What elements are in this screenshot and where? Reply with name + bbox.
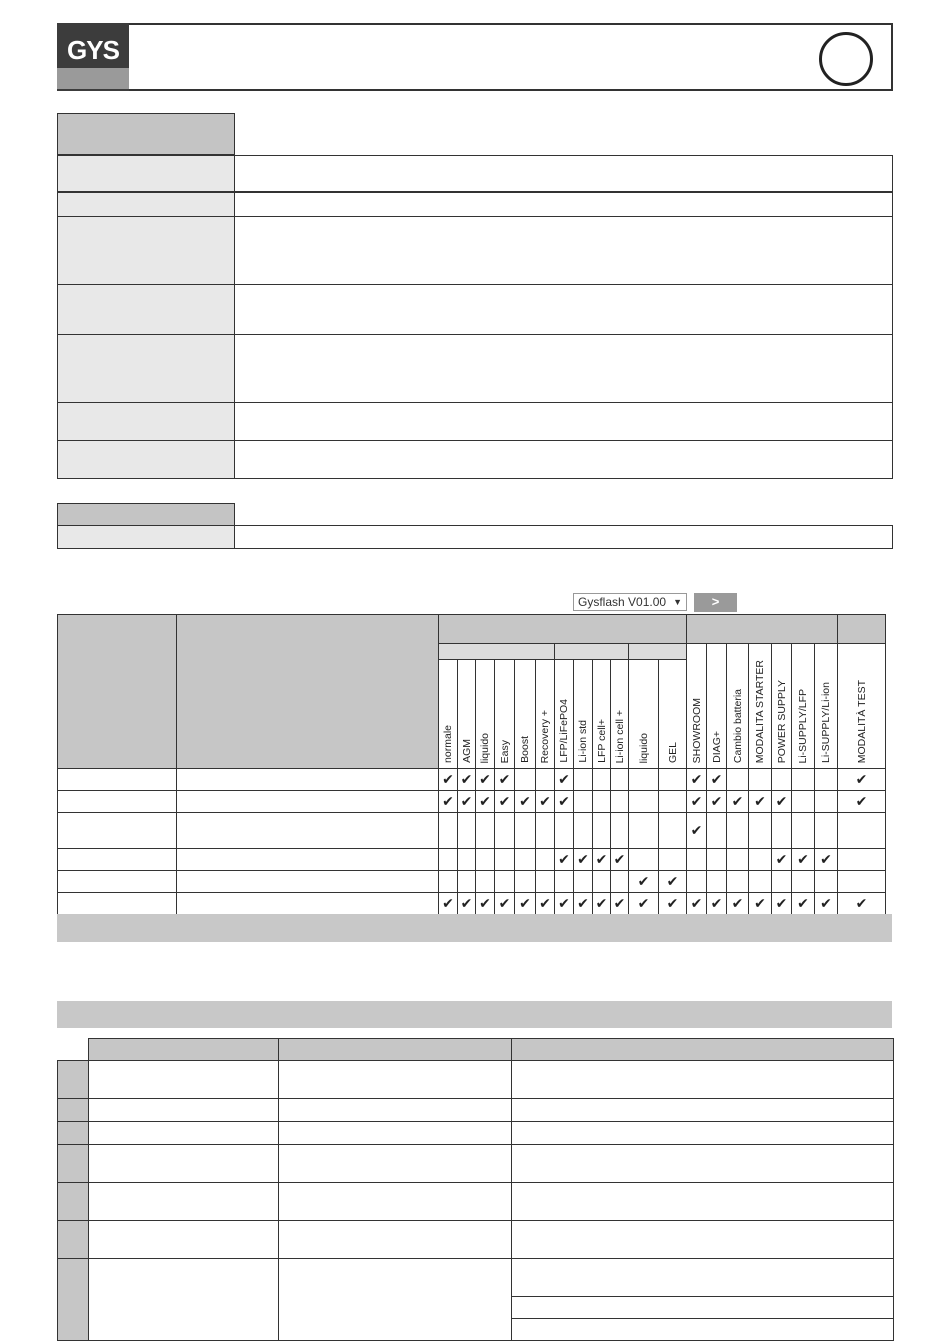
check-icon: ✔	[442, 771, 454, 788]
info2-value	[234, 525, 893, 549]
compat-cell	[707, 871, 727, 893]
compat-cell	[536, 813, 555, 849]
compat-cell	[772, 893, 792, 915]
check-icon: ✔	[731, 895, 744, 912]
spec-cell	[512, 1297, 894, 1319]
compat-cell	[555, 769, 574, 791]
compat-cell	[536, 791, 555, 813]
compat-cell	[659, 813, 687, 849]
check-icon: ✔	[797, 851, 809, 868]
check-icon: ✔	[498, 895, 511, 912]
col-header-lfp-cell: LFP cell+	[593, 660, 611, 769]
compat-cell	[659, 849, 687, 871]
spec-cell	[89, 1221, 279, 1259]
check-icon: ✔	[797, 895, 809, 912]
compat-cell	[611, 871, 629, 893]
compat-cell	[838, 791, 886, 813]
check-icon: ✔	[460, 793, 473, 810]
spec-cell	[279, 1259, 512, 1341]
spec-cell	[279, 1221, 512, 1259]
compat-cell	[838, 849, 886, 871]
table-row	[58, 849, 886, 871]
check-icon: ✔	[577, 895, 589, 912]
spec-cell	[89, 1145, 279, 1183]
compat-cell	[611, 791, 629, 813]
spec-cell	[512, 1183, 894, 1221]
info2-header	[57, 503, 235, 526]
compat-cell	[772, 871, 792, 893]
compat-cell	[749, 871, 772, 893]
other-subheader	[629, 644, 687, 660]
spec-cell	[279, 1145, 512, 1183]
spec-cell	[512, 1145, 894, 1183]
compat-cell	[815, 893, 838, 915]
check-icon: ✔	[460, 771, 473, 788]
compat-cell	[515, 813, 536, 849]
spec-row-index	[58, 1061, 89, 1099]
col-header-normale: normale	[439, 660, 458, 769]
compat-cell	[555, 791, 574, 813]
compat-cell	[611, 849, 629, 871]
compat-cell	[439, 849, 458, 871]
compat-cell	[792, 849, 815, 871]
compat-cell	[555, 871, 574, 893]
check-icon: ✔	[479, 793, 491, 810]
col-header-showroom: SHOWROOM	[687, 644, 707, 769]
compat-cell	[458, 849, 476, 871]
compat-cell	[687, 893, 707, 915]
compat-cell	[727, 791, 749, 813]
spec-row-index	[58, 1099, 89, 1122]
version-select[interactable]	[573, 593, 687, 611]
compat-cell	[495, 791, 515, 813]
compat-cell	[727, 813, 749, 849]
compat-cell	[629, 849, 659, 871]
check-icon: ✔	[460, 895, 473, 912]
check-icon: ✔	[613, 895, 626, 912]
compat-cell	[629, 813, 659, 849]
compat-cell	[707, 769, 727, 791]
compat-cell	[611, 769, 629, 791]
compat-cell	[629, 871, 659, 893]
compat-cell	[792, 893, 815, 915]
compat-cell	[515, 791, 536, 813]
info-value-3	[234, 216, 893, 285]
compat-cell	[838, 871, 886, 893]
check-icon: ✔	[637, 895, 650, 912]
col-header-recovery: Recovery +	[536, 660, 555, 769]
test-group-header	[838, 615, 886, 644]
compat-cell	[815, 849, 838, 871]
col-header-boost: Boost	[515, 660, 536, 769]
model-cell	[58, 791, 177, 813]
compat-cell	[476, 813, 495, 849]
info-value-7	[234, 440, 893, 479]
check-icon: ✔	[498, 793, 511, 810]
check-icon: ✔	[539, 793, 551, 810]
col-header-li-ion-std: Li-ion std	[574, 660, 593, 769]
compat-cell	[815, 813, 838, 849]
compat-cell	[555, 813, 574, 849]
compat-cell	[815, 769, 838, 791]
check-icon: ✔	[442, 793, 454, 810]
section-band-1	[57, 914, 892, 942]
col-header-liquido: liquido	[476, 660, 495, 769]
compat-cell	[749, 849, 772, 871]
compat-cell	[792, 769, 815, 791]
compat-cell	[659, 769, 687, 791]
col-header-li-ion-cell: Li-ion cell +	[611, 660, 629, 769]
compat-cell	[439, 769, 458, 791]
compat-cell	[659, 893, 687, 915]
check-icon: ✔	[820, 851, 832, 868]
logo-text: GYS	[67, 35, 119, 65]
go-button[interactable]: >	[694, 593, 737, 612]
compat-cell	[476, 849, 495, 871]
compat-cell	[439, 813, 458, 849]
compat-cell	[749, 813, 772, 849]
spec-corner	[58, 1039, 89, 1061]
info-label-1	[57, 155, 235, 192]
check-icon: ✔	[820, 895, 832, 912]
description-cell	[177, 893, 439, 915]
compat-cell	[515, 893, 536, 915]
compat-cell	[687, 849, 707, 871]
check-icon: ✔	[577, 851, 589, 868]
spec-header-3	[512, 1039, 894, 1061]
compat-cell	[687, 769, 707, 791]
specifications-table	[57, 1038, 894, 1341]
spec-header-1	[89, 1039, 279, 1061]
check-icon: ✔	[519, 895, 531, 912]
col-header-power-supply: POWER SUPPLY	[772, 644, 792, 769]
spec-cell	[279, 1183, 512, 1221]
spec-cell	[512, 1319, 894, 1341]
check-icon: ✔	[479, 895, 491, 912]
description-cell	[177, 813, 439, 849]
compat-cell	[515, 849, 536, 871]
check-icon: ✔	[775, 895, 788, 912]
compat-cell	[593, 871, 611, 893]
compat-cell	[574, 813, 593, 849]
model-header	[58, 615, 177, 769]
info-value-5	[234, 334, 893, 403]
col-header-diag: DIAG+	[707, 644, 727, 769]
compat-cell	[593, 791, 611, 813]
compat-cell	[476, 871, 495, 893]
model-cell	[58, 813, 177, 849]
compat-cell	[515, 769, 536, 791]
check-icon: ✔	[539, 895, 551, 912]
compat-cell	[707, 849, 727, 871]
compat-cell	[611, 893, 629, 915]
compat-cell	[727, 893, 749, 915]
check-icon: ✔	[690, 771, 703, 788]
model-cell	[58, 769, 177, 791]
spec-cell	[512, 1061, 894, 1099]
info-label-6	[57, 402, 235, 441]
col-header-li-supply-lfp: Li-SUPPLY/LFP	[792, 644, 815, 769]
description-cell	[177, 849, 439, 871]
compat-cell	[772, 813, 792, 849]
compat-cell	[458, 871, 476, 893]
compat-cell	[727, 871, 749, 893]
compat-cell	[707, 791, 727, 813]
info-label-5	[57, 334, 235, 403]
compat-cell	[439, 791, 458, 813]
compat-cell	[536, 893, 555, 915]
check-icon: ✔	[595, 851, 608, 868]
compat-cell	[707, 893, 727, 915]
info-value-2	[234, 192, 893, 217]
compat-cell	[439, 893, 458, 915]
info-value-1	[234, 155, 893, 192]
check-icon: ✔	[710, 793, 723, 810]
model-cell	[58, 871, 177, 893]
col-header-liquido-2: liquido	[629, 660, 659, 769]
info2-label	[57, 525, 235, 549]
compat-cell	[574, 893, 593, 915]
compat-cell	[611, 813, 629, 849]
compat-cell	[792, 813, 815, 849]
compat-cell	[687, 813, 707, 849]
info-value-6	[234, 402, 893, 441]
spec-cell	[89, 1259, 279, 1341]
check-icon: ✔	[690, 822, 703, 839]
dropdown-arrow-icon: ▼	[673, 597, 682, 607]
spec-cell	[279, 1122, 512, 1145]
compat-cell	[687, 871, 707, 893]
compat-cell	[536, 871, 555, 893]
compat-cell	[659, 791, 687, 813]
check-icon: ✔	[754, 793, 766, 810]
check-icon: ✔	[442, 895, 454, 912]
compat-cell	[838, 813, 886, 849]
table-row	[58, 813, 886, 849]
description-cell	[177, 769, 439, 791]
compat-cell	[792, 791, 815, 813]
compat-cell	[749, 791, 772, 813]
spec-cell	[512, 1259, 894, 1297]
compat-cell	[574, 791, 593, 813]
check-icon: ✔	[855, 895, 868, 912]
table-row	[58, 871, 886, 893]
spec-cell	[89, 1061, 279, 1099]
lithium-subheader	[555, 644, 629, 660]
spec-row-index	[58, 1221, 89, 1259]
compat-cell	[749, 769, 772, 791]
compat-cell	[629, 791, 659, 813]
table-row	[58, 893, 886, 915]
compat-cell	[458, 791, 476, 813]
check-icon: ✔	[710, 771, 723, 788]
info-label-4	[57, 284, 235, 335]
info-value-4	[234, 284, 893, 335]
compat-cell	[772, 791, 792, 813]
table-row	[58, 791, 886, 813]
check-icon: ✔	[754, 895, 766, 912]
compat-cell	[495, 871, 515, 893]
compat-cell	[555, 849, 574, 871]
spec-row-index	[58, 1259, 89, 1341]
compat-cell	[838, 769, 886, 791]
compat-cell	[495, 769, 515, 791]
compat-cell	[574, 769, 593, 791]
compat-cell	[495, 849, 515, 871]
compat-cell	[707, 813, 727, 849]
col-header-agm: AGM	[458, 660, 476, 769]
compat-cell	[458, 893, 476, 915]
col-header-li-supply-li-ion: Li-SUPPLY/Li-ion	[815, 644, 838, 769]
compat-cell	[772, 769, 792, 791]
col-header-cambio: Cambio batteria	[727, 644, 749, 769]
check-icon: ✔	[690, 793, 703, 810]
spec-cell	[512, 1221, 894, 1259]
spec-row-index	[58, 1122, 89, 1145]
compat-cell	[536, 769, 555, 791]
logo-strip	[57, 68, 129, 89]
check-icon: ✔	[637, 873, 650, 890]
compat-cell	[815, 871, 838, 893]
description-cell	[177, 791, 439, 813]
compat-cell	[458, 769, 476, 791]
info-label-2	[57, 192, 235, 217]
compat-cell	[495, 813, 515, 849]
check-icon: ✔	[558, 895, 570, 912]
spec-header-2	[279, 1039, 512, 1061]
compat-cell	[815, 791, 838, 813]
language-circle-icon	[819, 32, 873, 86]
battery-type-group-header	[439, 615, 687, 644]
check-icon: ✔	[595, 895, 608, 912]
compat-cell	[476, 791, 495, 813]
compat-cell	[629, 769, 659, 791]
check-icon: ✔	[690, 895, 703, 912]
col-header-lfp: LFP/LiFePO4	[555, 660, 574, 769]
check-icon: ✔	[479, 771, 491, 788]
check-icon: ✔	[731, 793, 744, 810]
check-icon: ✔	[710, 895, 723, 912]
compat-cell	[792, 871, 815, 893]
spec-row-index	[58, 1183, 89, 1221]
compat-cell	[495, 893, 515, 915]
model-cell	[58, 893, 177, 915]
compat-cell	[476, 769, 495, 791]
check-icon: ✔	[855, 771, 868, 788]
check-icon: ✔	[519, 793, 531, 810]
spec-cell	[89, 1099, 279, 1122]
compat-cell	[593, 813, 611, 849]
check-icon: ✔	[666, 895, 679, 912]
model-cell	[58, 849, 177, 871]
description-cell	[177, 871, 439, 893]
col-header-easy: Easy	[495, 660, 515, 769]
mode-group-header	[687, 615, 838, 644]
spec-row-index	[58, 1145, 89, 1183]
col-header-gel: GEL	[659, 660, 687, 769]
check-icon: ✔	[855, 793, 868, 810]
spec-cell	[512, 1122, 894, 1145]
info-header-label	[57, 113, 235, 155]
check-icon: ✔	[666, 873, 679, 890]
compat-cell	[439, 871, 458, 893]
compat-cell	[687, 791, 707, 813]
compat-cell	[659, 871, 687, 893]
table-row	[58, 769, 886, 791]
compat-cell	[555, 893, 574, 915]
compat-cell	[458, 813, 476, 849]
compatibility-table	[57, 614, 886, 915]
page-header	[57, 23, 893, 91]
section-band-2	[57, 1001, 892, 1028]
spec-cell	[512, 1099, 894, 1122]
check-icon: ✔	[775, 851, 788, 868]
compat-cell	[727, 769, 749, 791]
compat-cell	[727, 849, 749, 871]
info-label-7	[57, 440, 235, 479]
col-header-starter: MODALITA STARTER	[749, 644, 772, 769]
check-icon: ✔	[558, 793, 570, 810]
spec-cell	[89, 1122, 279, 1145]
compat-cell	[593, 769, 611, 791]
check-icon: ✔	[498, 771, 511, 788]
compat-cell	[593, 893, 611, 915]
compat-cell	[515, 871, 536, 893]
lead-acid-subheader	[439, 644, 555, 660]
compat-cell	[476, 893, 495, 915]
compat-cell	[749, 893, 772, 915]
compat-cell	[629, 893, 659, 915]
description-header	[177, 615, 439, 769]
check-icon: ✔	[775, 793, 788, 810]
version-select-value: Gysflash V01.00	[578, 595, 667, 609]
spec-cell	[279, 1099, 512, 1122]
compat-cell	[574, 849, 593, 871]
compat-cell	[574, 871, 593, 893]
compat-cell	[593, 849, 611, 871]
compat-cell	[536, 849, 555, 871]
compat-cell	[772, 849, 792, 871]
col-header-test: MODALITÀ TEST	[838, 644, 886, 769]
compat-cell	[838, 893, 886, 915]
check-icon: ✔	[558, 851, 570, 868]
spec-cell	[279, 1061, 512, 1099]
check-icon: ✔	[558, 771, 570, 788]
spec-cell	[89, 1183, 279, 1221]
info-label-3	[57, 216, 235, 285]
check-icon: ✔	[613, 851, 626, 868]
